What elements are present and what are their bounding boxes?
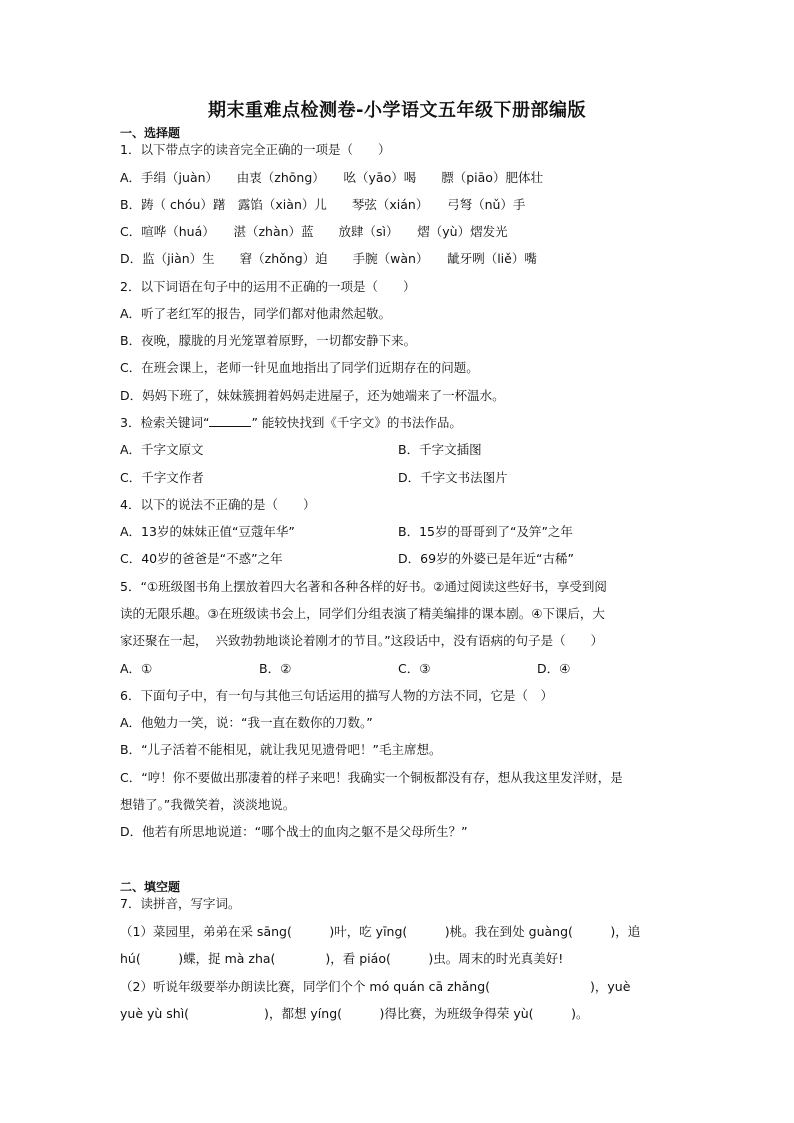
section-heading-choice: 一、选择题 [120,126,181,140]
question-2-stem: 2．以下词语在句子中的运用不正确的一项是（ ） [120,279,416,294]
question-7-stem: 7．读拼音，写字词。 [120,896,241,911]
question-3-stem-before: 3．检索关键词“ [120,415,210,430]
question-5-option-b: B．② [259,661,292,676]
question-2-option-d: D．妈妈下班了，妹妹簇拥着妈妈走进屋子，还为她端来了一杯温水。 [120,388,505,403]
question-7-part-1-line-1: （1）菜园里，弟弟在采 sāng( )叶，吃 yīng( )桃。我在到处 guàng( )，追 [120,924,641,939]
question-3-stem-after: ” 能较快找到《千字文》的书法作品。 [251,415,462,430]
question-6-option-b: B．“儿子活着不能相见，就让我见见遗骨吧！”毛主席想。 [120,742,442,757]
question-1-option-d: D．监（jiàn）生 窘（zhǒng）迫 手腕（wàn） 龇牙咧（liě）嘴 [120,251,537,266]
question-5-line-1: 5．“①班级图书角上摆放着四大名著和各种各样的好书。②通过阅读这些好书，享受到阅 [120,579,607,594]
question-4-option-c: C．40岁的爸爸是“不惑”之年 [120,551,283,566]
question-7-part-2-line-2: yuè yù shì( )，都想 yíng( )得比赛，为班级争得荣 yù( )。 [120,1006,589,1021]
answer-blank [209,415,251,427]
question-7-part-1-line-2: hú( )蝶，捉 mà zha( )，看 piáo( )虫。周末的时光真美好! [120,951,564,966]
question-6-option-d: D．他若有所思地说道：“哪个战士的血肉之躯不是父母所生？” [120,824,468,839]
question-7-part-2-line-1: （2）听说年级要举办朗读比赛，同学们个个 mó quán cā zhǎng( )，yuè [120,979,631,994]
page-title: 期末重难点检测卷-小学语文五年级下册部编版 [208,100,586,121]
question-3-option-d: D．千字文书法图片 [398,470,508,485]
question-2-option-c: C．在班会课上，老师一针见血地指出了同学们近期存在的问题。 [120,360,479,375]
question-3-stem [120,415,462,431]
question-6-stem: 6．下面句子中，有一句与其他三句话运用的描写人物的方法不同，它是（ ） [120,688,553,703]
question-3-option-c: C．千字文作者 [120,470,204,485]
question-2-option-a: A．听了老红军的报告，同学们都对他肃然起敬。 [120,306,392,321]
question-4-option-b: B．15岁的哥哥到了“及笄”之年 [398,524,573,539]
question-2-option-b: B．夜晚，朦胧的月光笼罩着原野，一切都安静下来。 [120,333,417,348]
question-4-option-a: A．13岁的妹妹正值“豆蔻年华” [120,524,295,539]
question-6-option-c-line-2: 想错了。”我微笑着，淡淡地说。 [120,797,296,812]
question-5-option-c: C．③ [398,661,431,676]
question-3-option-a: A．千字文原文 [120,442,204,457]
question-1-option-c: C．喧哗（huá） 湛（zhàn）蓝 放肆（sì） 熠（yù）熠发光 [120,224,508,239]
question-6-option-a: A．他勉力一笑，说：“我一直在数你的刀数。” [120,715,373,730]
question-1-option-a: A．手绢（juàn） 由衷（zhōng） 吆（yāo）喝 膘（piāo）肥体壮 [120,170,543,185]
question-5-option-d: D．④ [537,661,571,676]
question-5-option-a: A．① [120,661,153,676]
question-6-option-c-line-1: C．“哼！你不要做出那凄着的样子来吧！我确实一个铜板都没有存，想从我这里发洋财，是 [120,770,623,785]
question-5-line-2: 读的无限乐趣。③在班级读书会上，同学们分组表演了精美编排的课本剧。④下课后，大 [120,606,605,621]
question-4-stem: 4．以下的说法不正确的是（ ） [120,497,316,512]
question-1-stem: 1．以下带点字的读音完全正确的一项是（ ） [120,142,391,157]
question-4-option-d: D．69岁的外婆已是年近“古稀” [398,551,574,566]
question-1-option-b: B．踌（ chóu）躇 露馅（xiàn）儿 琴弦（xián） 弓弩（nǔ）手 [120,197,526,212]
question-5-line-3: 家还聚在一起， 兴致勃勃地谈论着刚才的节目。”这段话中，没有语病的句子是（ ） [120,633,604,648]
section-heading-fill: 二、填空题 [120,880,181,894]
question-3-option-b: B．千字文插图 [398,442,482,457]
